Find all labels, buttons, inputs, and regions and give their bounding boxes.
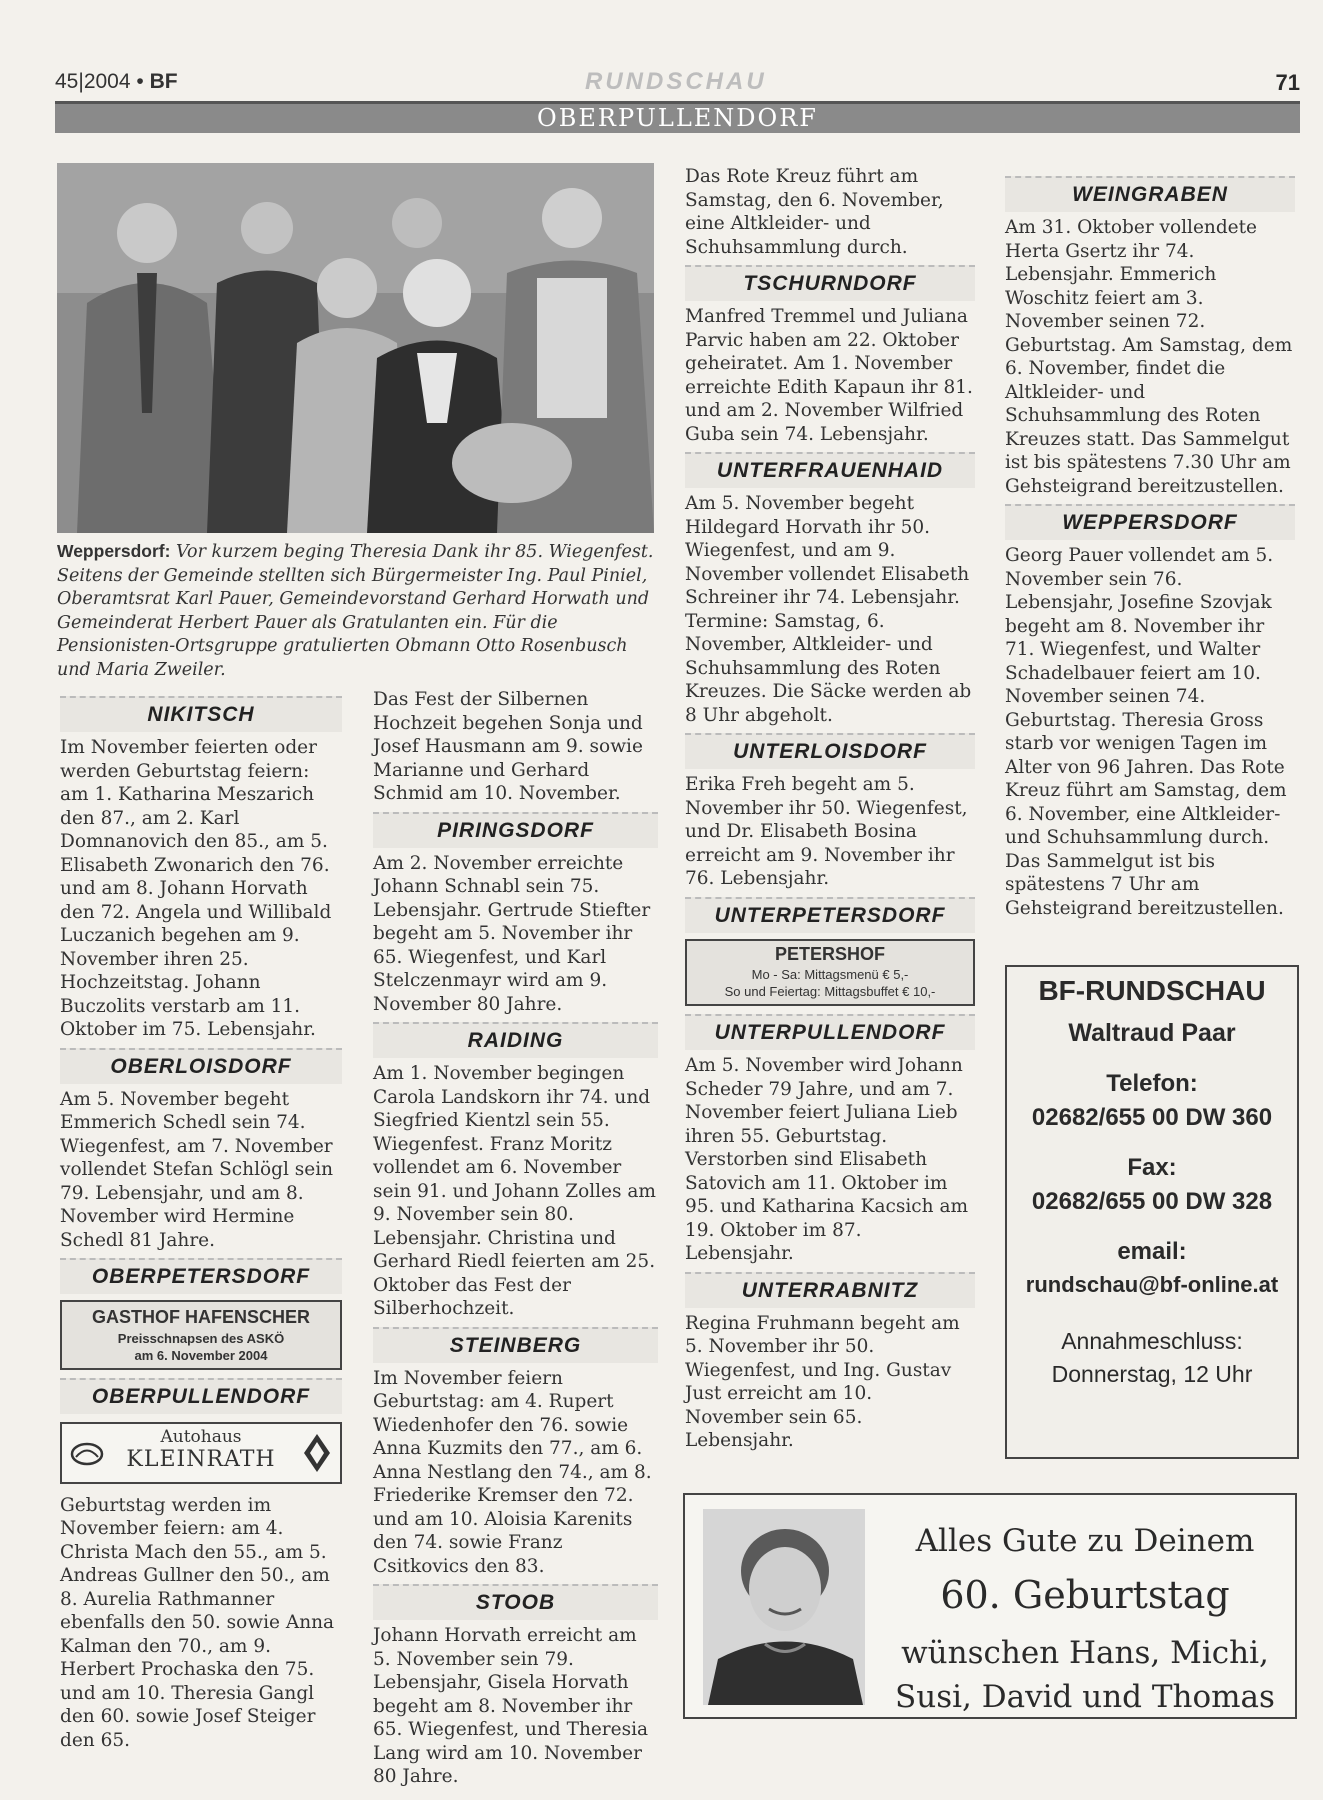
ad-autohaus-kleinrath [60,1422,342,1484]
contact-title: BF-RUNDSCHAU [1038,975,1266,1006]
section-head-weppersdorf: WEPPERSDORF [1005,504,1295,540]
section-head-weingraben: WEINGRABEN [1005,176,1295,212]
portrait-photo [703,1509,865,1705]
ad-petershof [685,939,975,1007]
section-head-unterloisdorf: UNTERLOISDORF [685,733,975,769]
ad-gasthof-hafenscher [60,1300,342,1370]
ad-line: Preisschnapsen des ASKÖ [117,1330,285,1346]
birthday-text [880,1523,1290,1719]
weingraben-text: Am 31. Oktober vollendete Herta Gsertz ihr 74. Lebensjahr. Emmerich Woschitz feiert am 3. November seinen 72. Geburtstag. Am Samstag, dem 6. November, findet die Altkleider- und Schuhsammlung des Roten Kreuzes statt. Das Sammelgut ist bis spätestens 7.30 Uhr am Gehsteigrand bereitzustellen. [1005,217,1293,497]
unterfrauenhaid-text: Am 5. November begeht Hildegard Horvath ihr 50. Wiegenfest, und am 9. November vollendet Elisabeth Schreiner ihr 74. Lebensjahr. Termine: Samstag, 6. November, Altkleider- und Schuhsammlung des Roten Kreuzes. Die Säcke werden ab 8 Uhr abgeholt. [685,493,972,726]
section-head-nikitsch: NIKITSCH [60,696,342,732]
column-3 [685,165,975,1453]
section-head-tschurndorf: TSCHURNDORF [685,265,975,301]
column-2 [373,688,658,1789]
group-photo [57,163,654,533]
deadline-label: Annahmeschluss: [1061,1328,1243,1354]
section-head-unterpullendorf: UNTERPULLENDORF [685,1014,975,1050]
section-head-raiding: RAIDING [373,1022,658,1058]
autohaus-label: Autohaus [160,1426,242,1447]
nikitsch-text: Im November feierten oder werden Geburtstag feiern: am 1. Katharina Meszarich den 87., am 2. Karl Domnanovich den 85., am 5. Elisabeth Zwonarich den 76. und am 8. Johann Horvath den 72. Angela und Willibald Luczanich begehen am 9. November ihren 25. Hochzeitstag. Johann Buczolits verstarb am 11. Oktober im 75. Lebensjahr. [60,737,332,1040]
section-title: RUNDSCHAU [585,68,767,95]
unterloisdorf-text: Erika Freh begeht am 5. November ihr 50. Wiegenfest, und Dr. Elisabeth Bosina erreicht am 9. November ihr 76. Lebensjahr. [685,774,968,889]
section-head-oberpullendorf: OBERPULLENDORF [60,1378,342,1414]
ad-line: am 6. November 2004 [134,1347,268,1363]
fax-label: Fax: [1127,1154,1177,1181]
ad-title: GASTHOF HAFENSCHER [91,1307,310,1327]
rotes-kreuz-text: Das Rote Kreuz führt am Samstag, den 6. November, eine Altkleider- und Schuhsammlung durch. [685,166,944,258]
column-4 [1005,170,1295,920]
email-value: rundschau@bf-online.at [1025,1272,1279,1297]
email-label: email: [1117,1238,1187,1265]
birthday-ad [683,1493,1297,1719]
unterrabnitz-text: Regina Fruhmann begeht am 5. November ihr 50. Wiegenfest, und Ing. Gustav Just erreicht am 10. November sein 65. Lebensjahr. [685,1312,960,1451]
tschurndorf-text: Manfred Tremmel und Juliana Parvic haben am 22. Oktober geheiratet. Am 1. November erreichte Edith Kapaun ihr 81. und am 2. November Wilfried Guba sein 74. Lebensjahr. [685,306,973,445]
weppersdorf-text: Georg Pauer vollendet am 5. November sein 76. Lebensjahr, Josefine Szovjak begeht am 8. November ihr 71. Wiegenfest, und Walter Schadelbauer feiert am 10. November seinen 74. Geburtstag. Theresia Gross starb vor wenigen Tagen im Alter von 96 Jahren. Das Rote Kreuz führt am Samstag, dem 6. November, eine Altkleider- und Schuhsammlung durch. Das Sammelgut ist bis spätestens 7 Uhr am Gehsteigrand bereitzustellen. [1005,545,1287,919]
region-title: OBERPULLENDORF [537,104,818,132]
birthday-line-1: Alles Gute zu Deinem [915,1523,1255,1559]
column-1 [60,690,342,1752]
unterpullendorf-text: Am 5. November wird Johann Scheder 79 Jahre, und am 7. November feiert Juliana Lieb ihren 55. Geburtstag. Verstorben sind Elisabeth Satovich am 11. Oktober im 95. und Katharina Kacsich am 19. Oktober im 87. Lebensjahr. [685,1055,969,1264]
phone-label: Telefon: [1106,1070,1198,1097]
raiding-text: Am 1. November begingen Carola Landskorn ihr 74. und Siegfried Kientzl sein 55. Wiegenfest. Franz Moritz vollendet am 6. November sein 91. und Johann Zolles am 9. November sein 80. Lebensjahr. Christina und Gerhard Riedl feierten am 25. Oktober das Fest der Silberhochzeit. [373,1063,656,1319]
section-head-oberloisdorf: OBERLOISDORF [60,1048,342,1084]
contact-name: Waltraud Paar [1068,1019,1236,1047]
page-number: 71 [1275,70,1300,95]
group-photo-illustration [57,163,654,533]
ad-title: PETERSHOF [774,943,885,964]
oberloisdorf-text: Am 5. November begeht Emmerich Schedl sein 74. Wiegenfest, am 7. November vollendet Stefan Schlögl sein 79. Lebensjahr, und am 8. November wird Hermine Schedl 81 Jahre. [60,1088,334,1251]
phone-value: 02682/655 00 DW 360 [1031,1104,1273,1131]
section-head-oberpetersdorf: OBERPETERSDORF [60,1258,342,1294]
deadline-value: Donnerstag, 12 Uhr [1051,1361,1253,1387]
running-header [55,70,1300,98]
ad-line: So und Feiertag: Mittagsbuffet € 10,- [724,984,936,999]
silberhochzeit-text: Das Fest der Silbernen Hochzeit begehen Sonja und Josef Hausmann am 9. sowie Marianne und Gerhard Schmid am 10. November. [373,689,643,804]
section-head-stoob: STOOB [373,1584,658,1620]
autohaus-name: KLEINRATH [126,1446,276,1472]
issue-number: 45|2004 • BF [55,70,178,93]
fax-value: 02682/655 00 DW 328 [1031,1188,1273,1215]
section-head-unterfrauenhaid: UNTERFRAUENHAID [685,452,975,488]
birthday-line-3: wünschen Hans, Michi, [901,1635,1269,1671]
caption-place: Weppersdorf: [57,541,171,561]
section-head-unterpetersdorf: UNTERPETERSDORF [685,897,975,933]
photo-caption [57,540,662,682]
piringsdorf-text: Am 2. November erreichte Johann Schnabl sein 75. Lebensjahr. Gertrude Stiefter begeht am 5. November ihr 65. Wiegenfest, und Karl Stelczenmayr wird am 9. November 80 Jahre. [373,852,651,1015]
section-head-steinberg: STEINBERG [373,1327,658,1363]
birthday-line-4: Susi, David und Thomas [895,1679,1275,1715]
section-head-piringsdorf: PIRINGSDORF [373,812,658,848]
birthday-line-2: 60. Geburtstag [940,1573,1230,1617]
ad-line: Mo - Sa: Mittagsmenü € 5,- [751,967,909,982]
portrait-illustration [703,1509,865,1705]
region-banner [55,101,1300,133]
stoob-text: Johann Horvath erreicht am 5. November sein 79. Lebensjahr, Gisela Horvath begeht am 8. November ihr 65. Wiegenfest, und Theresia Lang wird am 10. November 80 Jahre. [373,1625,649,1787]
oberpullendorf-text: Geburtstag werden im November feiern: am 4. Christa Mach den 55., am 5. Andreas Gullner den 50., am 8. Aurelia Rathmanner ebenfalls den 50. sowie Anna Kalman den 70., am 9. Herbert Prochaska den 75. und am 10. Theresia Gangl den 60. sowie Josef Steiger den 65. [60,1494,335,1751]
caption-text: Vor kurzem beging Theresia Dank ihr 85. Wiegenfest. Seitens der Gemeinde stellten sich Bürgermeister Ing. Paul Piniel, Oberamtsrat Karl Pauer, Gemeindevorstand Gerhard Horwath und Gemeinderat Herbert Pauer als Gratulanten ein. Für die Pensionisten-Ortsgruppe gratulierten Obmann Otto Rosenbusch und Maria Zweiler. [57,542,654,680]
contact-box [1005,965,1299,1459]
steinberg-text: Im November feiern Geburtstag: am 4. Rupert Wiedenhofer den 76. sowie Anna Kuzmits den 77., am 6. Anna Nestlang den 74., am 8. Friederike Kremser den 72. und am 10. Aloisia Karenits den 74. sowie Franz Csitkovics den 83. [373,1367,652,1577]
section-head-unterrabnitz: UNTERRABNITZ [685,1272,975,1308]
